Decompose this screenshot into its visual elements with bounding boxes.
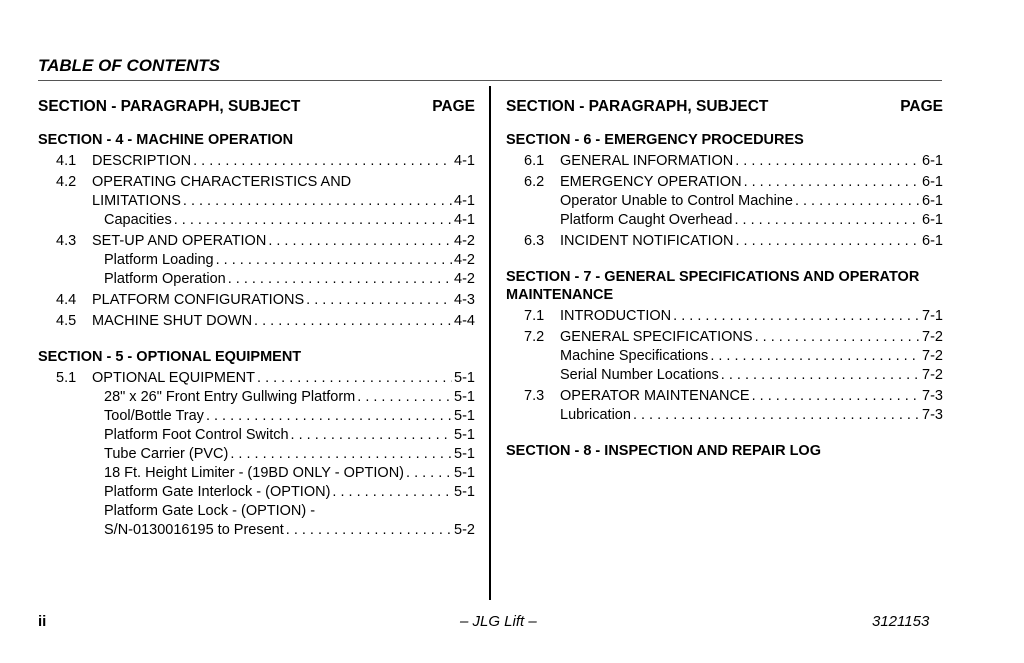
toc-right-column bbox=[506, 98, 943, 464]
toc-entry[interactable] bbox=[506, 233, 943, 252]
entry-page: 5-1 bbox=[454, 484, 475, 500]
entry-text: Lubrication bbox=[560, 407, 631, 423]
entry-text: EMERGENCY OPERATION bbox=[560, 174, 742, 190]
section-6-title[interactable]: SECTION - 6 - EMERGENCY PROCEDURES bbox=[506, 132, 804, 148]
toc-entry[interactable] bbox=[38, 370, 475, 541]
entry-text: OPERATOR MAINTENANCE bbox=[560, 388, 750, 404]
column-header bbox=[506, 98, 943, 120]
entry-page: 6-1 bbox=[922, 174, 943, 190]
entry-page: 5-1 bbox=[454, 446, 475, 462]
toc-entry[interactable] bbox=[38, 292, 475, 311]
entry-text: OPTIONAL EQUIPMENT bbox=[92, 370, 256, 386]
entry-page: 4-1 bbox=[454, 153, 475, 169]
entry-text: Platform Gate Lock - (OPTION) - bbox=[104, 503, 316, 519]
entry-page: 5-2 bbox=[454, 522, 475, 538]
entry-page: 6-1 bbox=[922, 233, 943, 249]
entry-number: 6.1 bbox=[524, 153, 545, 169]
entry-text: MACHINE SHUT DOWN bbox=[92, 313, 253, 329]
entry-text: Platform Operation bbox=[104, 271, 226, 287]
entry-number: 4.2 bbox=[56, 174, 77, 190]
entry-text: SET-UP AND OPERATION bbox=[92, 233, 267, 249]
entry-text: OPERATING CHARACTERISTICS AND bbox=[92, 174, 352, 190]
entry-page: 5-1 bbox=[454, 370, 475, 386]
entry-text: DESCRIPTION bbox=[92, 153, 192, 169]
entry-text: PLATFORM CONFIGURATIONS bbox=[92, 292, 305, 308]
entry-text: INCIDENT NOTIFICATION bbox=[560, 233, 734, 249]
entry-text: Platform Foot Control Switch bbox=[104, 427, 289, 443]
column-header-page: PAGE bbox=[900, 98, 943, 115]
entry-text: Tool/Bottle Tray bbox=[104, 408, 204, 424]
entry-page: 5-1 bbox=[454, 408, 475, 424]
header-rule bbox=[38, 80, 942, 81]
entry-number: 6.3 bbox=[524, 233, 545, 249]
entry-page: 4-1 bbox=[454, 212, 475, 228]
entry-page: 6-1 bbox=[922, 212, 943, 228]
toc-entry[interactable] bbox=[38, 313, 475, 332]
entry-page: 5-1 bbox=[454, 389, 475, 405]
toc-entry[interactable] bbox=[506, 153, 943, 172]
entry-page: 4-2 bbox=[454, 271, 475, 287]
section-4-title[interactable]: SECTION - 4 - MACHINE OPERATION bbox=[38, 132, 294, 148]
page-title: TABLE OF CONTENTS bbox=[38, 56, 220, 75]
entry-number: 7.1 bbox=[524, 308, 545, 324]
entry-text: S/N-0130016195 to Present bbox=[104, 522, 284, 538]
entry-page: 5-1 bbox=[454, 465, 475, 481]
entry-page: 6-1 bbox=[922, 193, 943, 209]
footer-title: – JLG Lift – bbox=[460, 613, 537, 630]
entry-page: 4-1 bbox=[454, 193, 475, 209]
entry-number: 4.4 bbox=[56, 292, 77, 308]
toc-entry[interactable] bbox=[506, 388, 943, 426]
entry-number: 4.3 bbox=[56, 233, 77, 249]
section-5-title[interactable]: SECTION - 5 - OPTIONAL EQUIPMENT bbox=[38, 349, 302, 365]
footer-doc-number: 3121153 bbox=[872, 613, 930, 630]
entry-number: 4.1 bbox=[56, 153, 77, 169]
column-header bbox=[38, 98, 475, 120]
entry-text: 18 Ft. Height Limiter - (19BD ONLY - OPTION) bbox=[104, 465, 405, 481]
entry-text: Platform Caught Overhead bbox=[560, 212, 733, 228]
entry-number: 6.2 bbox=[524, 174, 545, 190]
entry-page: 4-3 bbox=[454, 292, 475, 308]
entry-text: INTRODUCTION bbox=[560, 308, 672, 324]
entry-page: 4-2 bbox=[454, 233, 475, 249]
entry-text: Machine Specifications bbox=[560, 348, 709, 364]
entry-page: 7-2 bbox=[922, 348, 943, 364]
entry-text: LIMITATIONS bbox=[92, 193, 181, 209]
entry-number: 7.3 bbox=[524, 388, 545, 404]
entry-text: GENERAL SPECIFICATIONS bbox=[560, 329, 753, 345]
entry-page: 4-4 bbox=[454, 313, 475, 329]
column-divider bbox=[489, 86, 491, 600]
section-7-title[interactable]: SECTION - 7 - GENERAL SPECIFICATIONS AND OPERATOR MAINTENANCE bbox=[506, 269, 920, 303]
entry-page: 4-2 bbox=[454, 252, 475, 268]
column-header-subject: SECTION - PARAGRAPH, SUBJECT bbox=[506, 98, 769, 115]
toc-left-column bbox=[38, 98, 475, 541]
toc-entry[interactable] bbox=[506, 329, 943, 386]
toc-entry[interactable] bbox=[38, 174, 475, 231]
toc-entry[interactable] bbox=[38, 233, 475, 290]
entry-text: Operator Unable to Control Machine bbox=[560, 193, 793, 209]
entry-number: 7.2 bbox=[524, 329, 545, 345]
entry-page: 7-3 bbox=[922, 388, 943, 404]
entry-page: 7-1 bbox=[922, 308, 943, 324]
column-header-page: PAGE bbox=[432, 98, 475, 115]
footer-page-number: ii bbox=[38, 613, 47, 630]
section-8-title[interactable]: SECTION - 8 - INSPECTION AND REPAIR LOG bbox=[506, 443, 821, 459]
toc-entry[interactable] bbox=[38, 153, 475, 172]
entry-text: GENERAL INFORMATION bbox=[560, 153, 734, 169]
entry-page: 7-3 bbox=[922, 407, 943, 423]
entry-number: 5.1 bbox=[56, 370, 77, 386]
entry-text: Serial Number Locations bbox=[560, 367, 719, 383]
entry-text: Platform Loading bbox=[104, 252, 214, 268]
entry-page: 6-1 bbox=[922, 153, 943, 169]
entry-page: 7-2 bbox=[922, 367, 943, 383]
entry-text: Platform Gate Interlock - (OPTION) bbox=[104, 484, 331, 500]
entry-page: 5-1 bbox=[454, 427, 475, 443]
entry-page: 7-2 bbox=[922, 329, 943, 345]
column-header-subject: SECTION - PARAGRAPH, SUBJECT bbox=[38, 98, 301, 115]
entry-text: 28" x 26" Front Entry Gullwing Platform bbox=[104, 389, 356, 405]
entry-text: Tube Carrier (PVC) bbox=[104, 446, 229, 462]
entry-number: 4.5 bbox=[56, 313, 77, 329]
entry-text: Capacities bbox=[104, 212, 172, 228]
toc-entry[interactable] bbox=[506, 308, 943, 327]
toc-entry[interactable] bbox=[506, 174, 943, 231]
